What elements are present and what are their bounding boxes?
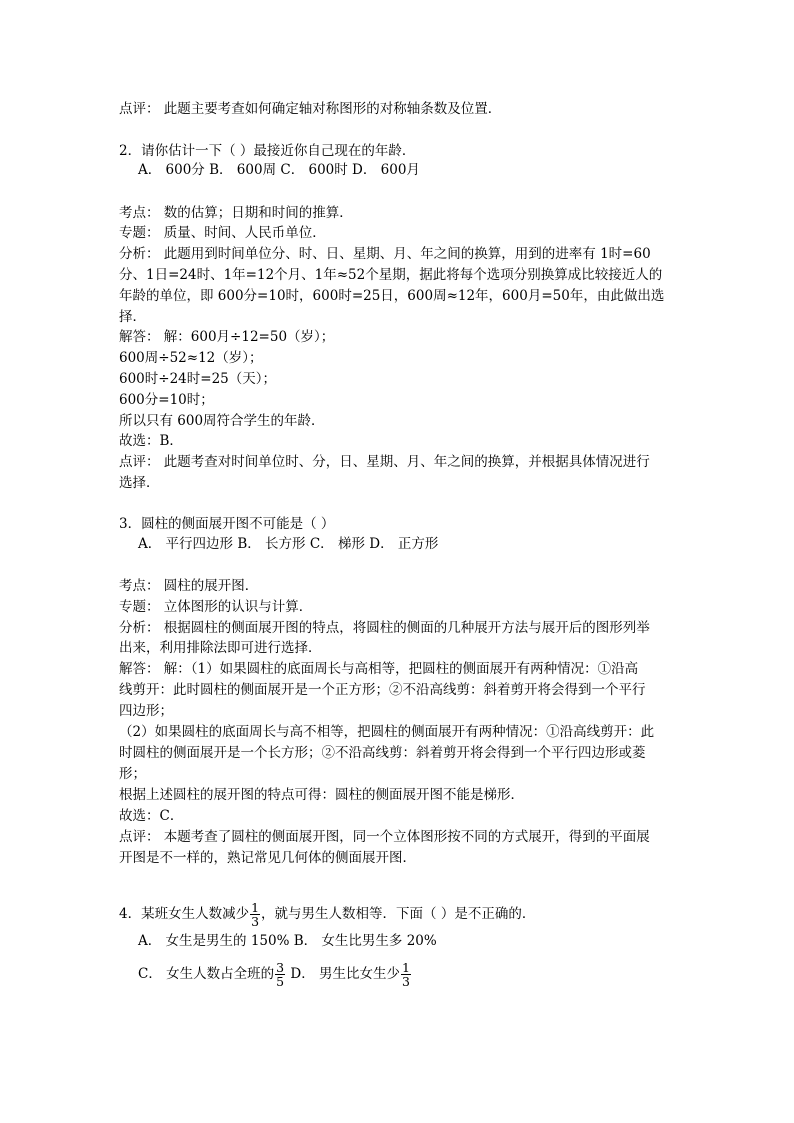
q2-answer: 故选：B． [119,433,183,449]
q3-answer: 故选：C． [119,808,184,824]
q2-dianping-line: 选择． [119,475,160,491]
q3-fenxi-line: 分析： 根据圆柱的侧面展开图的特点，将圆柱的侧面的几种展开方法与展开后的图形列举 [119,620,650,636]
q3-dianping-line: 开图是不一样的，熟记常见几何体的侧面展开图． [119,850,416,866]
q3-jieda-line: 解答： 解：（1）如果圆柱的底面周长与高相等，把圆柱的侧面展开有两种情况：①沿高 [119,661,639,677]
q2-dianping-line: 点评： 此题考查对时间单位时、分，日、星期、月、年之间的换算，并根据具体情况进行 [119,454,650,470]
q4-stem [119,896,535,932]
fraction-one-third [250,901,260,928]
q3-jieda-line: 线剪开：此时圆柱的侧面展开是一个正方形；②不沿高线剪：斜着剪开将会得到一个平行 [119,682,646,698]
q2-fenxi-line: 分、1日=24时、1年=12个月、1年≈52个星期，据此将每个选项分别换算成比较接近人的 [119,267,663,283]
fraction-one-third [401,961,411,988]
fraction-denominator: 5 [276,974,285,989]
q4-option-d-text: D． 男生比女生少 [286,966,400,982]
q4-options-cd [138,956,412,992]
q2-stem: 2．请你估计一下（ ）最接近你自己现在的年龄． [119,143,416,159]
q3-dianping-line: 点评： 本题考查了圆柱的侧面展开图，同一个立体图形按不同的方式展开，得到的平面展 [119,829,650,845]
q3-fenxi-line: 出来，利用排除法即可进行选择． [119,640,322,656]
q3-jieda-line: 形； [119,766,146,782]
q4-option-c-text: C． 女生人数占全班的 [138,966,275,982]
q3-stem: 3．圆柱的侧面展开图不可能是（ ） [119,516,335,532]
fraction-denominator: 3 [251,914,260,929]
q3-jieda-line: （2）如果圆柱的底面周长与高不相等，把圆柱的侧面展开有两种情况：①沿高线剪开：此 [119,724,655,740]
review-prev-question: 点评： 此题主要考查如何确定轴对称图形的对称轴条数及位置． [119,101,502,117]
q2-zhuanti: 专题： 质量、时间、人民币单位． [119,225,326,241]
q2-fenxi-line: 年龄的单位，即 600分=10时，600时=25日，600周≈12年，600月=50年，由此做出选 [119,288,665,304]
fraction-numerator: 1 [251,900,260,915]
q3-kaodian: 考点： 圆柱的展开图． [119,578,259,594]
q2-fenxi-line: 择． [119,309,146,325]
q3-jieda-line: 根据上述圆柱的展开图的特点可得：圆柱的侧面展开图不能是梯形． [119,787,524,803]
q4-stem-text-before: 4．某班女生人数减少 [119,906,250,922]
q3-jieda-line: 四边形； [119,703,173,719]
fraction-denominator: 3 [401,974,410,989]
q3-zhuanti: 专题： 立体图形的认识与计算． [119,599,313,615]
q2-kaodian: 考点： 数的估算；日期和时间的推算． [119,205,353,221]
q3-jieda-line: 时圆柱的侧面展开是一个长方形；②不沿高线剪：斜着剪开将会得到一个平行四边形或菱 [119,745,646,761]
q2-jieda-line: 600分=10时； [119,392,214,408]
q4-stem-text-after: ，就与男生人数相等．下面（ ）是不正确的． [261,906,536,922]
q2-jieda-line: 600周÷52≈12（岁）； [119,350,263,366]
fraction-numerator: 1 [401,960,410,975]
fraction-numerator: 3 [276,960,285,975]
q2-jieda-line: 所以只有 600周符合学生的年龄． [119,413,325,429]
fraction-three-fifths [275,961,285,988]
q2-options: A． 600分 B． 600周 C． 600时 D． 600月 [138,162,420,178]
q4-options-ab: A． 女生是男生的 150% B． 女生比男生多 20% [138,933,437,949]
q2-jieda-line: 解答： 解：600月÷12=50（岁）； [119,329,335,345]
q2-jieda-line: 600时÷24时=25（天）； [119,371,276,387]
q3-options: A． 平行四边形 B． 长方形 C． 梯形 D． 正方形 [138,536,439,552]
q2-fenxi-line: 分析： 此题用到时间单位分、时、日、星期、月、年之间的换算，用到的进率有 1时=60 [119,246,651,262]
